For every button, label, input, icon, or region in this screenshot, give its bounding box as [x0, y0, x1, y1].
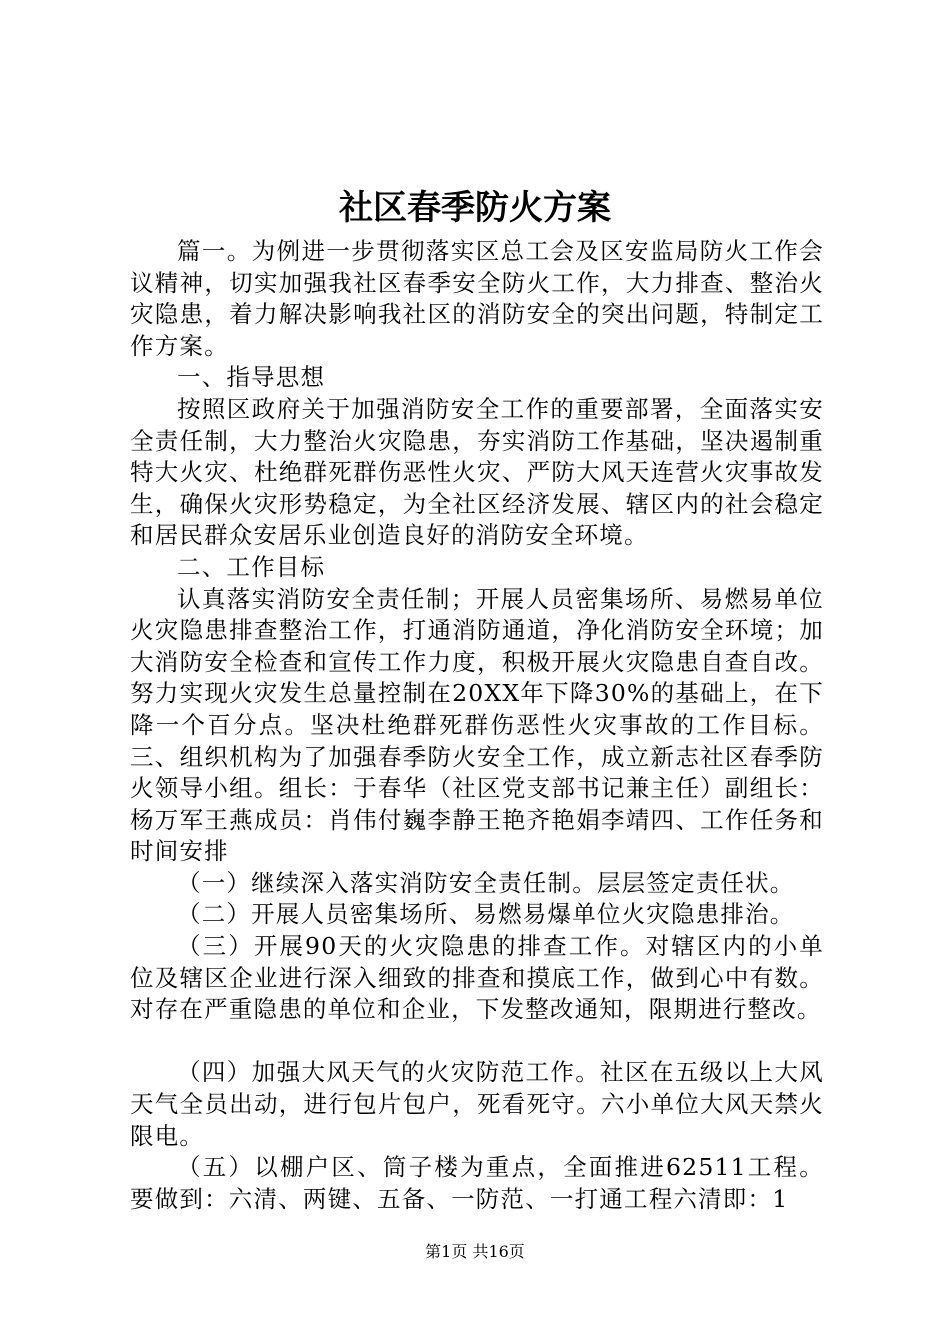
paragraph-intro: 篇一。为例进一步贯彻落实区总工会及区安监局防火工作会议精神，切实加强我社区春季安全防火工作，大力排查、整治火灾隐患，着力解决影响我社区的消防安全的突出问题，特制定工作方案。 [130, 237, 824, 360]
heading-guiding-ideology: 一、指导思想 [177, 363, 326, 392]
document-body [130, 236, 824, 1215]
paragraph-work-goals: 认真落实消防安全责任制；开展人员密集场所、易燃易单位火灾隐患排查整治工作，打通消防通道，净化消防安全环境；加大消防安全检查和宣传工作力度，积极开展火灾隐患自查自改。努力实现火灾发生总量控制在20XX年下降30%的基础上，在下降一个百分点。坚决杜绝群死群伤恶性火灾事故的工作目标。三、组织机构为了加强春季防火安全工作，成立新志社区春季防火领导小组。组长：于春华（社区党支部书记兼主任）副组长：杨万军王燕成员：肖伟付巍李静王艳齐艳娟李靖四、工作任务和时间安排 [130, 584, 824, 866]
paragraph-task-5: （五）以棚户区、筒子楼为重点，全面推进62511工程。要做到：六清、两键、五备、一防范、一打通工程六清即：1 [130, 1153, 824, 1213]
paragraph-task-1: （一）继续深入落实消防安全责任制。层层签定责任状。 [177, 868, 795, 897]
paragraph-task-2: （二）开展人员密集场所、易燃易爆单位火灾隐患排治。 [177, 900, 795, 929]
document-title: 社区春季防火方案 [339, 188, 611, 228]
page-footer: 第1页 共16页 [425, 1242, 525, 1261]
paragraph-guiding-ideology: 按照区政府关于加强消防安全工作的重要部署，全面落实安全责任制，大力整治火灾隐患，夯实消防工作基础，坚决遏制重特大火灾、杜绝群死群伤恶性火灾、严防大风天连营火灾事故发生，确保火灾形势稳定，为全社区经济发展、辖区内的社会稳定和居民群众安居乐业创造良好的消防安全环境。 [130, 394, 824, 550]
heading-work-goals: 二、工作目标 [177, 552, 326, 581]
paragraph-task-4: （四）加强大风天气的火灾防范工作。社区在五级以上大风天气全员出动，进行包片包户，死看死守。六小单位大风天禁火限电。 [130, 1058, 824, 1150]
paragraph-task-3: （三）开展90天的火灾隐患的排查工作。对辖区内的小单位及辖区企业进行深入细致的排查和摸底工作，做到心中有数。对存在严重隐患的单位和企业，下发整改通知，限期进行整改。 [130, 932, 824, 1024]
